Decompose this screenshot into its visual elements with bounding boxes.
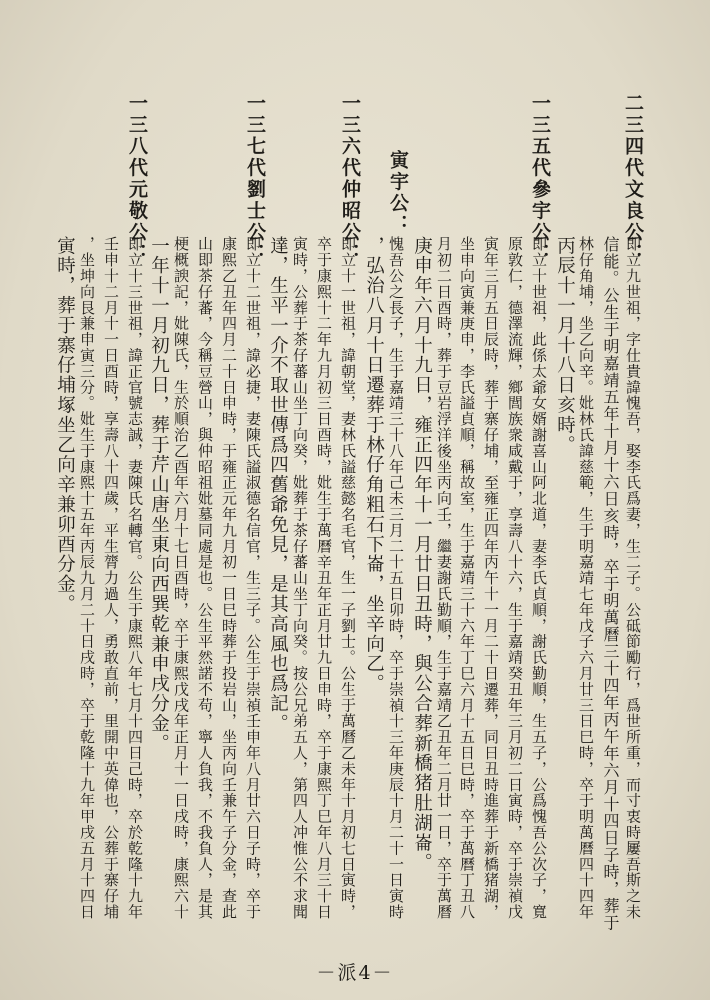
entry-line: 一年十一月初九日，葬于芹山唐坐東向西巽乾兼申戌分金。 <box>148 236 170 754</box>
entry-line: 達，生平一介不取世傳爲四舊爺免見，是其高風也爲記。 <box>267 236 289 734</box>
entry-line: 庚申年六月十九日，雍正四年十一月廿日丑時，與公合葬新橋猪肚湖崙。 <box>411 236 433 873</box>
entry-line: 寅時，公葬于茶仔蕃山坐丁向癸，妣葬于茶仔蕃山坐丁向癸。按公兄弟五人，第四人冲惟公不求聞 <box>291 236 309 920</box>
entry-heading: 一三六代仲昭公： <box>339 93 361 265</box>
entry-line: 卒于康熙十二年九月初三日酉時，妣生于萬曆辛丑年正月廿九日申時，卒于康熙丁巳年八月三十日 <box>315 236 333 920</box>
entry-heading: 一三八代元敬公： <box>126 93 148 265</box>
entry-line: 月初二日酉時，葬于豆岩浮洋後坐丙向壬，繼妻謝氏勤順，生于嘉靖乙丑年二月廿一日，卒于萬曆 <box>435 236 453 920</box>
entry-line: 即立十一世祖，諱朝堂，妻林氏謚慈懿名毛官，生一子劉士。公生于萬曆乙未年十月初七日寅時， <box>339 236 357 920</box>
entry-line: 即立十三世祖，諱正官號志誠，妻陳氏名轉官。公生于康熙八年七月十四日己時，卒於乾隆十九年 <box>126 236 144 920</box>
entry-heading: 二三四代文良公： <box>622 93 644 265</box>
page-number: －派4－ <box>316 962 394 984</box>
entry-line: 壬申十二月十一日酉時，享壽八十四歲，平生膂力過人，勇敢直前，里開中英偉也，公葬于寨仔埔 <box>102 236 120 920</box>
entry-line: 寅年三月五日辰時，葬于寨仔埔，至雍正四年丙午十一月二十日遷葬，同日丑時進葬于新橋猪湖， <box>482 236 500 920</box>
entry-line: 即立九世祖，字仕貴諱愧吾，娶李氏爲妻，生二子。公砥節勵行，爲世所重，而寸衷時屢吾斯之未 <box>624 236 642 920</box>
entry-line: 寅時，葬于寨仔埔塚坐乙向辛兼卯酉分金。 <box>54 236 76 615</box>
entry-heading: 一三五代參宇公： <box>529 93 551 265</box>
entry-line: 梗概諛記，妣陳氏，生於順治乙酉年六月十七日酉時，卒于康熙戊戌年正月十一日戌時，康熙六十 <box>172 236 190 920</box>
entry-line: ，弘治八月十日遷葬于林仔角粗石下崙，坐辛向乙。 <box>363 236 385 694</box>
entry-line: 即立十二世祖，諱必捷，妻陳氏謚淑德名信官，生三子。公生于崇禎壬申年八月廿六日子時，卒于 <box>244 236 262 920</box>
entry-line: 信能。公生于明嘉靖五年十月十六日亥時，卒于明萬曆三十四年丙午年六月十四日子時，葬于 <box>601 236 620 932</box>
entry-heading: 寅宇公： <box>387 150 409 236</box>
entry-line: ，坐坤向艮兼申寅三分。妣生于康熙十五年丙辰九月二十日戌時，卒于乾隆十九年甲戌五月十四日 <box>78 236 96 920</box>
entry-line: 山即茶仔蕃，今稱豆營山，與仲昭祖妣墓同處是也。公生平然諾不苟，寧人負我，不我負人，是其 <box>196 236 214 920</box>
entry-line: 原敦仁，德澤流輝，鄉閭族衆咸戴于，享壽八十六，生于嘉靖癸丑年三月初二日寅時，卒于崇禎戊 <box>506 236 524 920</box>
entry-line: 林仔角埔，坐乙向辛。妣林氏諱慈範，生于明嘉靖七年戊子六月廿三日巳時，卒于明萬曆四十四年 <box>577 236 595 920</box>
entry-line: 康熙乙丑年四月二十日申時，于雍正元年九月初一日巳時葬于投岩山，坐丙向壬兼午子分金，查此 <box>220 236 238 920</box>
entry-line: 愧吾公之長子，生于嘉靖三十八年己未三月二十五日卯時，卒于崇禎十三年庚辰十月二十一日寅時 <box>387 236 405 920</box>
entry-heading: 一三七代劉士公： <box>244 93 266 265</box>
entry-line: 即立十世祖，此係太爺女婿謝喜山阿北道，妻李氏貞順，謝氏勤順，生五子，公爲愧吾公次子，寬 <box>530 236 548 920</box>
entry-line: 坐申向寅兼庚申，李氏謚貞順，稱故室，生于嘉靖三十六年丁巳六月十五日巳時，卒于萬曆丁丑八 <box>458 236 476 920</box>
entry-line: 丙辰十一月十八日亥時。 <box>554 236 576 455</box>
